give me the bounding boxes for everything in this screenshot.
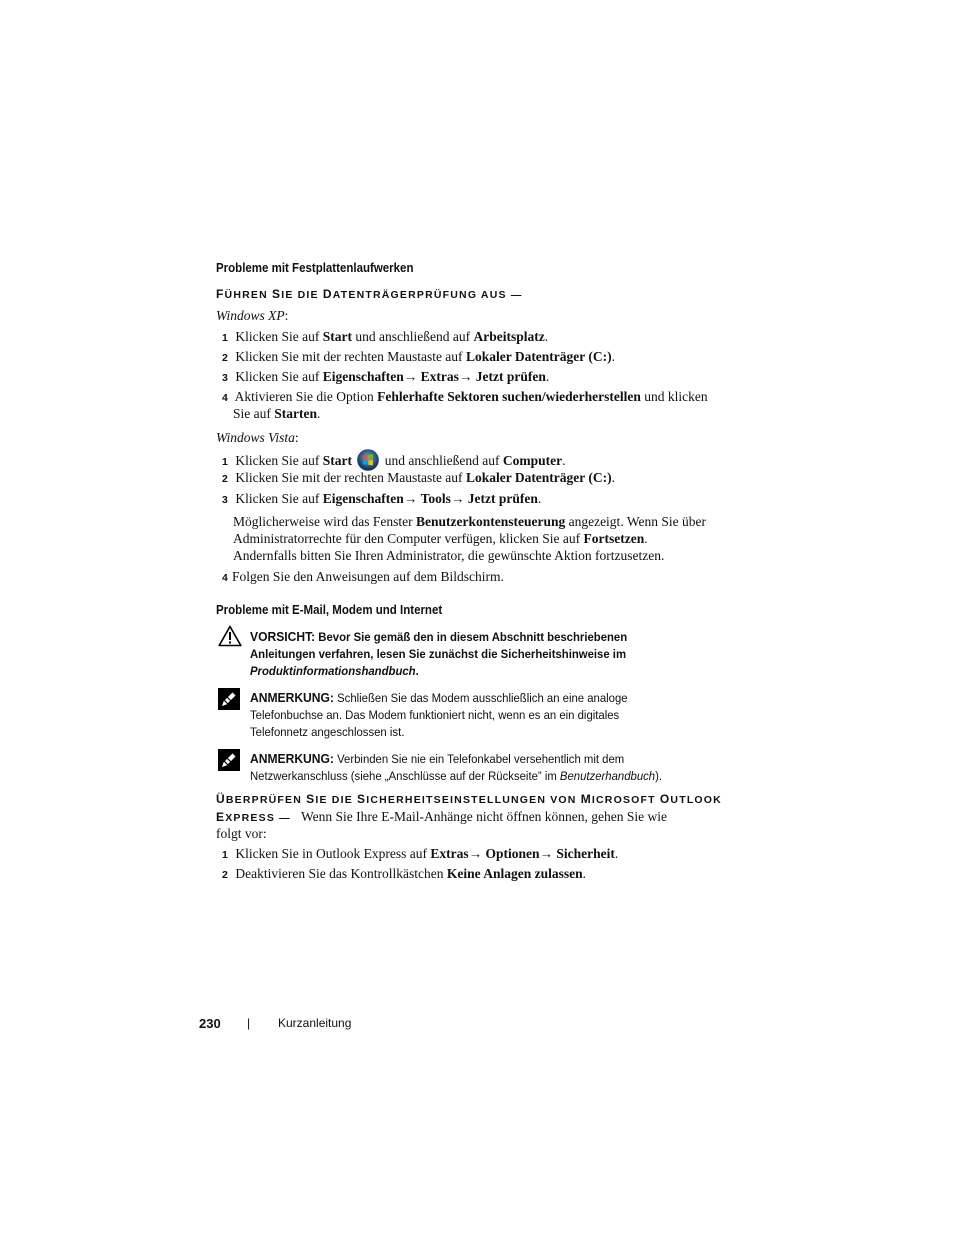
subheading-outlook-security: ÜBERPRÜFEN SIE DIE SICHERHEITSEINSTELLUNGEN VON MICROSOFT OUTLOOK xyxy=(216,792,722,806)
footer-title: Kurzanleitung xyxy=(278,1016,352,1030)
uac-paragraph-line-3: Andernfalls bitten Sie Ihren Administrator, die gewünschte Aktion fortzusetzen. xyxy=(233,548,665,563)
xp-step-4: 4 Aktivieren Sie die Option Fehlerhafte Sektoren suchen/wiederherstellen und klicken xyxy=(222,389,708,404)
xp-step-1: 1 Klicken Sie auf Start und anschließend auf Arbeitsplatz. xyxy=(222,329,549,344)
note-pencil-icon xyxy=(218,688,240,710)
xp-step-4-cont: Sie auf Starten. xyxy=(233,406,321,421)
page-number: 230 xyxy=(199,1016,221,1031)
heading-email-modem-internet: Probleme mit E-Mail, Modem und Internet xyxy=(216,603,443,617)
uac-paragraph-line-1: Möglicherweise wird das Fenster Benutzerkontensteuerung angezeigt. Wenn Sie über xyxy=(233,514,706,529)
xp-step-2: 2 Klicken Sie mit der rechten Maustaste auf Lokaler Datenträger (C:). xyxy=(222,349,616,364)
vista-step-1: 1 Klicken Sie auf Start und anschließend auf Computer. xyxy=(222,449,565,471)
windows-start-orb-icon xyxy=(357,449,379,471)
subheading-run-disk-check: FÜHREN SIE DIE DATENTRÄGERPRÜFUNG AUS — xyxy=(216,287,523,301)
note-network-box: ANMERKUNG: Verbinden Sie nie ein Telefonkabel versehentlich mit dem Netzwerkanschluss (siehe „Anschlüsse auf der Rückseite” im Benutzerhandbuch). xyxy=(250,751,663,783)
outlook-step-2: 2 Deaktivieren Sie das Kontrollkästchen Keine Anlagen zulassen. xyxy=(222,866,586,881)
uac-paragraph-line-2: Administratorrechte für den Computer verfügen, klicken Sie auf Fortsetzen. xyxy=(233,531,648,546)
vista-step-3: 3 Klicken Sie auf Eigenschaften→ Tools→ Jetzt prüfen. xyxy=(222,491,542,506)
vista-step-4: 4 Folgen Sie den Anweisungen auf dem Bildschirm. xyxy=(222,569,504,584)
xp-step-3: 3 Klicken Sie auf Eigenschaften→ Extras→ Jetzt prüfen. xyxy=(222,369,550,384)
outlook-step-1: 1 Klicken Sie in Outlook Express auf Extras→ Optionen→ Sicherheit. xyxy=(222,846,619,861)
vista-step-2: 2 Klicken Sie mit der rechten Maustaste auf Lokaler Datenträger (C:). xyxy=(222,470,616,485)
warning-triangle-icon xyxy=(218,625,242,647)
windows-xp-label: Windows XP: xyxy=(216,308,289,323)
footer-separator: | xyxy=(247,1016,251,1030)
heading-hard-drive-problems: Probleme mit Festplattenlaufwerken xyxy=(216,261,414,275)
outlook-intro-line-1: EXPRESS — Wenn Sie Ihre E-Mail-Anhänge nicht öffnen können, gehen Sie wie xyxy=(216,809,668,824)
caution-box: VORSICHT: Bevor Sie gemäß den in diesem Abschnitt beschriebenen Anleitungen verfahren, lesen Sie zunächst die Sicherheitshinweise im Produktinformationshandbuch. xyxy=(250,629,628,678)
note-pencil-icon xyxy=(218,749,240,771)
windows-vista-label: Windows Vista: xyxy=(216,430,299,445)
note-modem-box: ANMERKUNG: Schließen Sie das Modem ausschließlich an eine analoge Telefonbuchse an. Das Modem funktioniert nicht, wenn es an ein digitales Telefonnetz angeschlossen ist. xyxy=(250,690,628,739)
outlook-intro-line-2: folgt vor: xyxy=(216,826,267,841)
